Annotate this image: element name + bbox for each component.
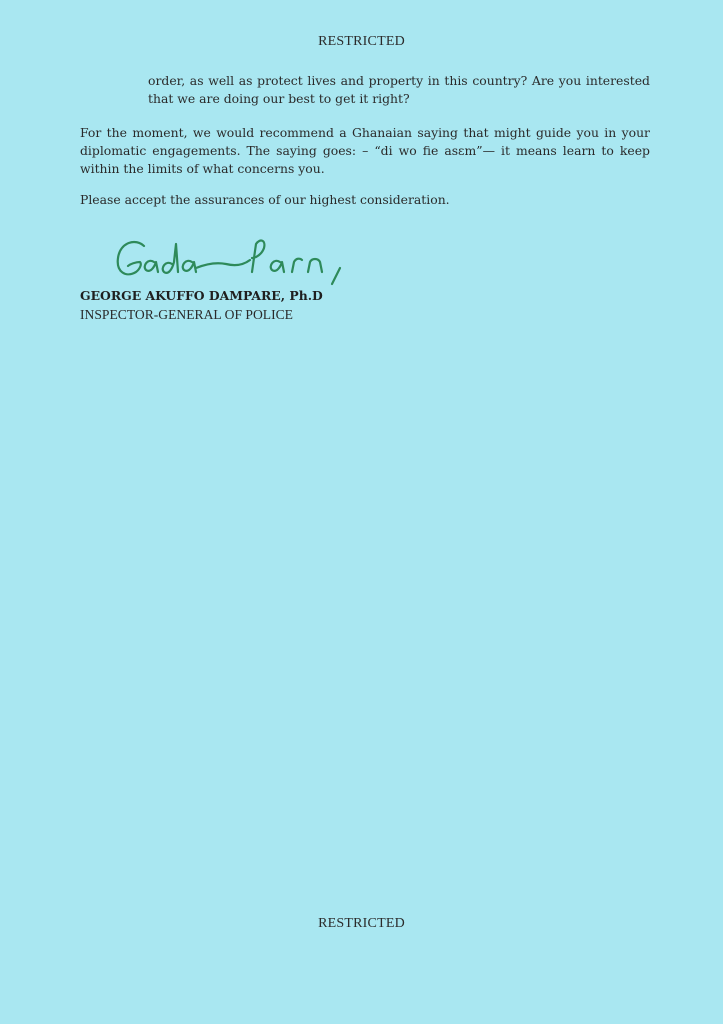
paragraph-closing: Please accept the assurances of our highest consideration. [80,192,450,207]
paragraph-advice: For the moment, we would recommend a Ghanaian saying that might guide you in your diplomatic engagements. The saying goes: – “di wo fie asɛm”— it means learn to keep within the limits of what concerns you. [80,125,650,176]
paragraph-continuation: order, as well as protect lives and property in this country? Are you interested that we are doing our best to get it right? [148,73,650,106]
restricted-header: RESTRICTED [318,34,405,49]
signatory-title: INSPECTOR-GENERAL OF POLICE [80,307,293,322]
restricted-footer: RESTRICTED [318,916,405,931]
handwritten-signature-icon [96,232,396,292]
signatory-name: GEORGE AKUFFO DAMPARE, Ph.D [80,288,323,303]
